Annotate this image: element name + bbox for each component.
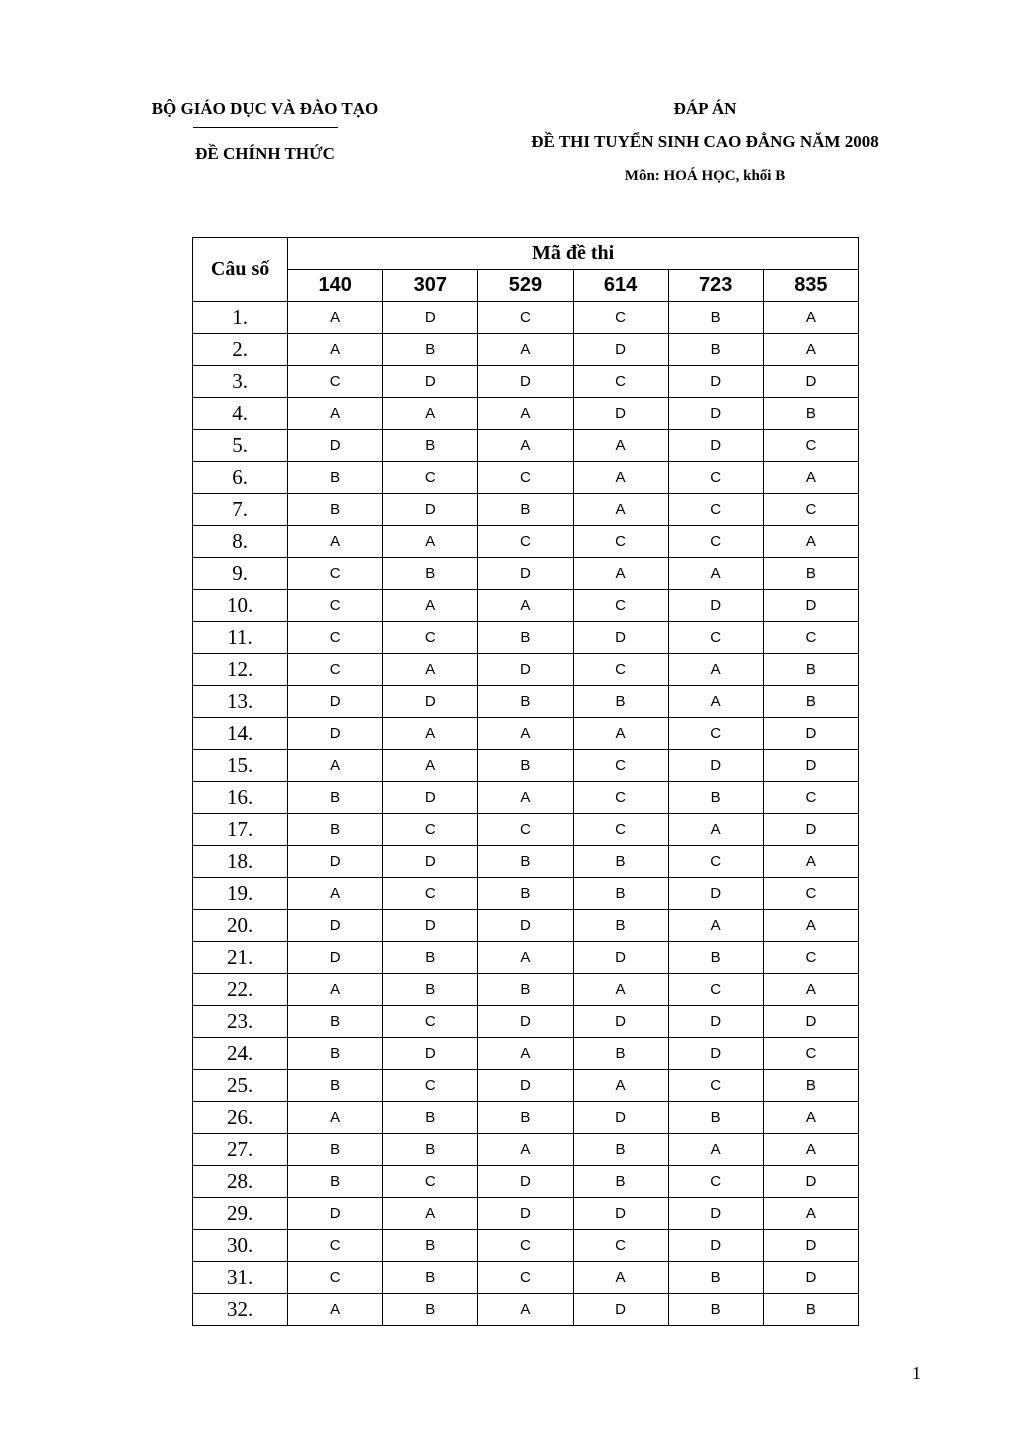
answer-cell: D [383, 1038, 478, 1070]
table-row [193, 398, 859, 430]
document-title: ĐÁP ÁN [673, 99, 737, 118]
answer-cell: D [288, 942, 383, 974]
answer-cell: D [478, 366, 573, 398]
answer-cell: C [668, 1166, 763, 1198]
answer-cell: D [573, 1294, 668, 1326]
answer-cell: D [668, 366, 763, 398]
answer-cell: C [383, 1070, 478, 1102]
question-number-header: Câu số [193, 238, 288, 302]
exam-code-row [193, 270, 859, 302]
answer-cell: B [383, 1102, 478, 1134]
exam-code-529: 529 [478, 270, 573, 302]
answer-cell: D [573, 942, 668, 974]
exam-code-723: 723 [668, 270, 763, 302]
answer-cell: A [668, 654, 763, 686]
answer-cell: D [573, 622, 668, 654]
table-row [193, 366, 859, 398]
question-number: 30. [193, 1230, 288, 1262]
table-row [193, 462, 859, 494]
answer-cell: C [763, 622, 858, 654]
answer-cell: D [763, 718, 858, 750]
table-row [193, 910, 859, 942]
exam-title: ĐỀ THI TUYỂN SINH CAO ĐẲNG NĂM 2008 [531, 132, 879, 151]
answer-cell: A [573, 1070, 668, 1102]
answer-cell: A [288, 1294, 383, 1326]
answer-cell: C [288, 558, 383, 590]
answer-cell: A [763, 1102, 858, 1134]
answer-cell: C [478, 814, 573, 846]
answer-cell: B [288, 1038, 383, 1070]
exam-code-header: Mã đề thi [288, 238, 859, 270]
answer-cell: A [668, 814, 763, 846]
answer-cell: D [763, 1230, 858, 1262]
answer-cell: A [573, 558, 668, 590]
answer-cell: A [763, 846, 858, 878]
answer-cell: B [668, 1262, 763, 1294]
table-row [193, 302, 859, 334]
answer-cell: D [573, 1198, 668, 1230]
answer-cell: C [478, 526, 573, 558]
answer-cell: C [573, 526, 668, 558]
answer-cell: C [288, 1262, 383, 1294]
answer-cell: B [383, 974, 478, 1006]
answer-cell: B [383, 1134, 478, 1166]
answer-cell: C [288, 654, 383, 686]
answer-cell: A [288, 526, 383, 558]
answer-cell: C [668, 462, 763, 494]
answer-cell: D [763, 1006, 858, 1038]
answer-cell: D [288, 686, 383, 718]
answer-cell: B [383, 942, 478, 974]
answer-cell: A [478, 942, 573, 974]
answer-cell: A [668, 910, 763, 942]
answer-cell: B [288, 782, 383, 814]
answer-cell: C [478, 302, 573, 334]
answer-cell: A [763, 526, 858, 558]
exam-code-835: 835 [763, 270, 858, 302]
answer-cell: C [763, 782, 858, 814]
answer-cell: A [478, 1134, 573, 1166]
answer-cell: D [668, 1006, 763, 1038]
answer-cell: C [668, 526, 763, 558]
answer-cell: A [573, 1262, 668, 1294]
answer-cell: D [763, 1262, 858, 1294]
answer-cell: D [288, 1198, 383, 1230]
answer-cell: D [383, 366, 478, 398]
answer-cell: A [288, 974, 383, 1006]
answer-cell: B [668, 942, 763, 974]
answer-cell: C [383, 878, 478, 910]
answer-cell: A [668, 686, 763, 718]
answer-cell: D [668, 1038, 763, 1070]
question-number: 15. [193, 750, 288, 782]
table-row [193, 974, 859, 1006]
answer-cell: A [383, 590, 478, 622]
answer-cell: B [478, 750, 573, 782]
answer-cell: A [668, 1134, 763, 1166]
table-row [193, 494, 859, 526]
answer-cell: A [383, 526, 478, 558]
answer-cell: C [763, 494, 858, 526]
answer-cell: A [478, 782, 573, 814]
answer-cell: A [668, 558, 763, 590]
answer-cell: C [383, 462, 478, 494]
answer-cell: B [573, 1166, 668, 1198]
answer-cell: C [478, 462, 573, 494]
answer-cell: B [763, 398, 858, 430]
answer-cell: B [288, 494, 383, 526]
question-number: 26. [193, 1102, 288, 1134]
table-row [193, 558, 859, 590]
answer-cell: D [478, 910, 573, 942]
answer-table-body [193, 302, 859, 1326]
answer-cell: C [383, 1166, 478, 1198]
answer-cell: B [573, 1038, 668, 1070]
table-row [193, 1166, 859, 1198]
answer-cell: C [573, 302, 668, 334]
table-row [193, 942, 859, 974]
question-number: 3. [193, 366, 288, 398]
answer-cell: D [288, 430, 383, 462]
exam-code-614: 614 [573, 270, 668, 302]
answer-cell: C [573, 782, 668, 814]
answer-cell: D [383, 686, 478, 718]
answer-cell: B [478, 686, 573, 718]
answer-cell: B [478, 878, 573, 910]
answer-cell: C [383, 814, 478, 846]
answer-cell: B [383, 1262, 478, 1294]
answer-cell: B [383, 1230, 478, 1262]
answer-cell: C [288, 622, 383, 654]
answer-cell: C [668, 718, 763, 750]
answer-cell: B [478, 846, 573, 878]
answer-cell: D [288, 718, 383, 750]
answer-cell: A [478, 430, 573, 462]
answer-cell: C [383, 622, 478, 654]
answer-cell: C [668, 974, 763, 1006]
table-row [193, 1102, 859, 1134]
answer-cell: B [478, 622, 573, 654]
answer-cell: C [288, 1230, 383, 1262]
answer-cell: D [383, 494, 478, 526]
answer-cell: B [668, 1294, 763, 1326]
answer-cell: A [478, 398, 573, 430]
answer-cell: A [288, 302, 383, 334]
answer-cell: A [763, 1198, 858, 1230]
header-left [125, 98, 405, 164]
header-right [470, 98, 940, 186]
answer-cell: C [573, 1230, 668, 1262]
answer-cell: B [383, 558, 478, 590]
answer-cell: B [573, 878, 668, 910]
answer-cell: A [478, 1038, 573, 1070]
question-number: 24. [193, 1038, 288, 1070]
question-number: 10. [193, 590, 288, 622]
answer-cell: A [763, 334, 858, 366]
answer-cell: D [573, 1102, 668, 1134]
answer-cell: B [288, 1070, 383, 1102]
answer-cell: D [668, 590, 763, 622]
exam-code-307: 307 [383, 270, 478, 302]
answer-cell: B [288, 1166, 383, 1198]
answer-cell: B [668, 782, 763, 814]
table-row [193, 782, 859, 814]
table-row [193, 686, 859, 718]
answer-cell: D [288, 846, 383, 878]
answer-cell: A [383, 718, 478, 750]
answer-cell: D [763, 590, 858, 622]
answer-cell: B [478, 494, 573, 526]
question-number: 16. [193, 782, 288, 814]
question-number: 21. [193, 942, 288, 974]
answer-cell: A [573, 430, 668, 462]
question-number: 14. [193, 718, 288, 750]
question-number: 6. [193, 462, 288, 494]
question-number: 28. [193, 1166, 288, 1198]
answer-cell: B [668, 302, 763, 334]
answer-cell: C [668, 1070, 763, 1102]
answer-cell: A [288, 1102, 383, 1134]
table-row [193, 1262, 859, 1294]
question-number: 12. [193, 654, 288, 686]
answer-cell: C [763, 1038, 858, 1070]
answer-cell: C [288, 366, 383, 398]
table-row [193, 1006, 859, 1038]
answer-cell: B [763, 1294, 858, 1326]
question-number: 31. [193, 1262, 288, 1294]
table-row [193, 750, 859, 782]
table-row [193, 430, 859, 462]
question-number: 29. [193, 1198, 288, 1230]
question-number: 22. [193, 974, 288, 1006]
answer-cell: D [383, 846, 478, 878]
table-row [193, 654, 859, 686]
answer-cell: C [288, 590, 383, 622]
answer-cell: B [573, 846, 668, 878]
answer-cell: C [763, 942, 858, 974]
answer-table [192, 237, 859, 1326]
table-row [193, 718, 859, 750]
answer-cell: A [573, 462, 668, 494]
answer-cell: B [668, 334, 763, 366]
answer-cell: B [383, 430, 478, 462]
question-number: 1. [193, 302, 288, 334]
answer-cell: D [478, 1070, 573, 1102]
table-row [193, 878, 859, 910]
question-number: 20. [193, 910, 288, 942]
answer-cell: D [763, 814, 858, 846]
answer-cell: C [763, 430, 858, 462]
subject-line: Môn: HOÁ HỌC, khối B [624, 168, 786, 184]
answer-cell: B [763, 1070, 858, 1102]
table-row [193, 334, 859, 366]
answer-cell: B [383, 334, 478, 366]
answer-cell: B [573, 910, 668, 942]
answer-cell: D [668, 1230, 763, 1262]
answer-cell: D [763, 750, 858, 782]
question-number: 18. [193, 846, 288, 878]
answer-cell: A [383, 750, 478, 782]
answer-cell: A [478, 334, 573, 366]
question-number: 7. [193, 494, 288, 526]
answer-cell: D [478, 558, 573, 590]
answer-cell: D [383, 782, 478, 814]
answer-cell: A [478, 590, 573, 622]
answer-cell: B [288, 814, 383, 846]
answer-cell: D [668, 398, 763, 430]
table-row [193, 622, 859, 654]
answer-cell: B [478, 974, 573, 1006]
answer-cell: D [478, 1006, 573, 1038]
table-row [193, 1230, 859, 1262]
answer-cell: D [668, 878, 763, 910]
answer-cell: A [573, 974, 668, 1006]
official-label: ĐỀ CHÍNH THỨC [195, 144, 335, 163]
table-row [193, 1294, 859, 1326]
answer-cell: D [573, 398, 668, 430]
question-number: 4. [193, 398, 288, 430]
answer-cell: C [383, 1006, 478, 1038]
answer-cell: C [573, 366, 668, 398]
page-number: 1 [912, 1363, 921, 1383]
header-divider [193, 127, 338, 128]
answer-cell: A [763, 974, 858, 1006]
answer-cell: A [288, 334, 383, 366]
answer-cell: C [478, 1262, 573, 1294]
answer-cell: D [668, 430, 763, 462]
question-number: 11. [193, 622, 288, 654]
answer-cell: D [668, 1198, 763, 1230]
table-row [193, 846, 859, 878]
answer-cell: C [668, 846, 763, 878]
answer-cell: C [668, 494, 763, 526]
answer-cell: A [573, 494, 668, 526]
answer-cell: A [763, 462, 858, 494]
answer-cell: B [763, 686, 858, 718]
answer-cell: A [288, 398, 383, 430]
answer-cell: D [573, 334, 668, 366]
answer-cell: A [288, 750, 383, 782]
answer-cell: D [573, 1006, 668, 1038]
table-row [193, 590, 859, 622]
answer-cell: D [383, 910, 478, 942]
answer-cell: D [478, 1198, 573, 1230]
answer-cell: B [288, 462, 383, 494]
table-row [193, 1134, 859, 1166]
answer-cell: C [573, 814, 668, 846]
question-number: 19. [193, 878, 288, 910]
question-number: 32. [193, 1294, 288, 1326]
answer-cell: A [763, 302, 858, 334]
answer-cell: A [478, 718, 573, 750]
question-number: 27. [193, 1134, 288, 1166]
answer-cell: A [763, 910, 858, 942]
question-number: 9. [193, 558, 288, 590]
answer-cell: D [288, 910, 383, 942]
answer-cell: B [478, 1102, 573, 1134]
answer-cell: A [383, 1198, 478, 1230]
table-row [193, 814, 859, 846]
answer-cell: A [573, 718, 668, 750]
answer-cell: D [383, 302, 478, 334]
question-number: 17. [193, 814, 288, 846]
ministry-name: BỘ GIÁO DỤC VÀ ĐÀO TẠO [151, 99, 379, 118]
table-row [193, 526, 859, 558]
table-row [193, 1198, 859, 1230]
answer-cell: B [668, 1102, 763, 1134]
question-number: 2. [193, 334, 288, 366]
answer-cell: C [478, 1230, 573, 1262]
answer-cell: C [573, 590, 668, 622]
answer-cell: B [383, 1294, 478, 1326]
answer-cell: A [763, 1134, 858, 1166]
answer-cell: B [288, 1134, 383, 1166]
answer-cell: A [383, 654, 478, 686]
answer-cell: B [573, 686, 668, 718]
answer-cell: C [573, 750, 668, 782]
answer-cell: B [573, 1134, 668, 1166]
answer-cell: C [573, 654, 668, 686]
table-row [193, 1070, 859, 1102]
answer-cell: D [763, 366, 858, 398]
answer-cell: C [668, 622, 763, 654]
table-row [193, 1038, 859, 1070]
question-number: 25. [193, 1070, 288, 1102]
answer-cell: B [763, 558, 858, 590]
answer-cell: C [763, 878, 858, 910]
answer-cell: B [288, 1006, 383, 1038]
answer-cell: B [763, 654, 858, 686]
exam-code-140: 140 [288, 270, 383, 302]
answer-cell: D [478, 1166, 573, 1198]
question-number: 5. [193, 430, 288, 462]
question-number: 8. [193, 526, 288, 558]
answer-cell: A [383, 398, 478, 430]
answer-cell: A [478, 1294, 573, 1326]
answer-cell: A [288, 878, 383, 910]
question-number: 23. [193, 1006, 288, 1038]
answer-cell: D [478, 654, 573, 686]
question-number: 13. [193, 686, 288, 718]
answer-cell: D [763, 1166, 858, 1198]
answer-cell: D [668, 750, 763, 782]
